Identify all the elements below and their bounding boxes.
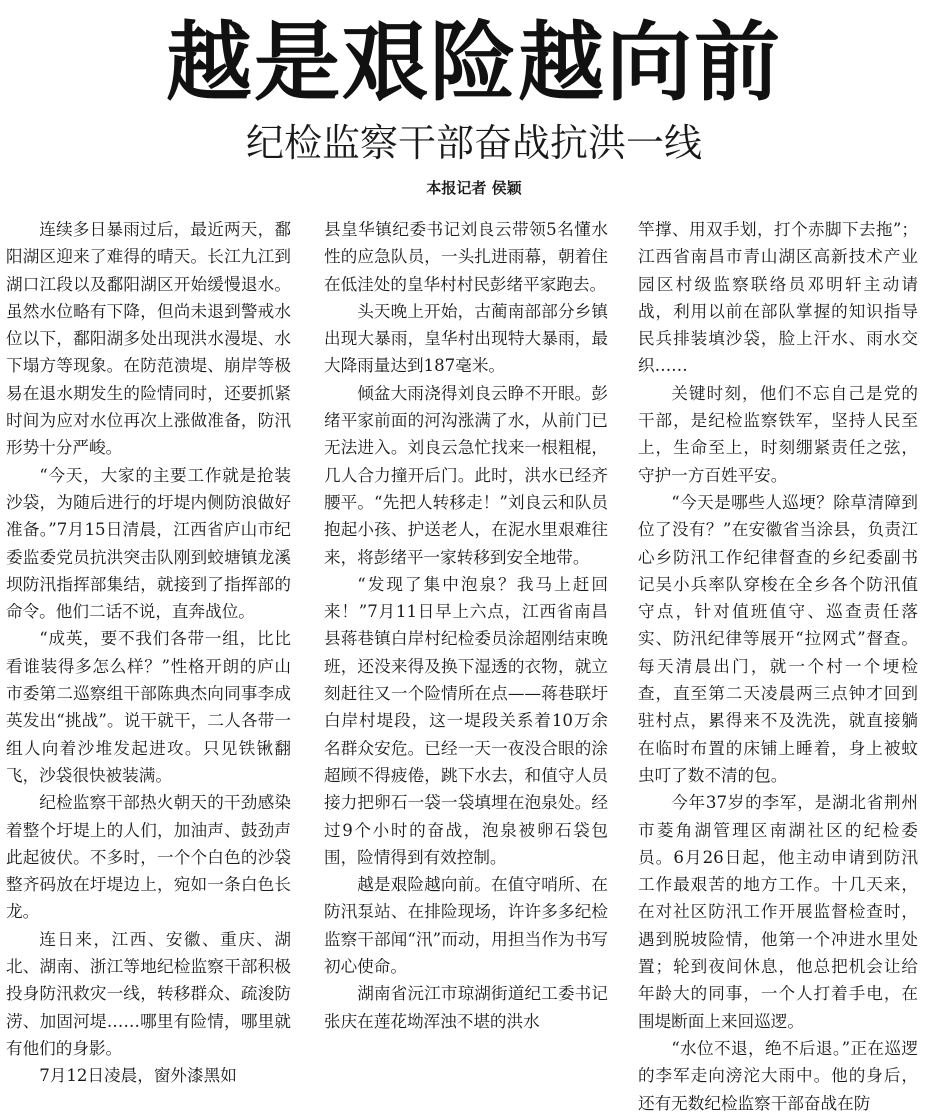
article-column-2 (324, 216, 608, 1031)
paragraph: “成英，要不我们各带一组，比比看谁装得多怎么样？”性格开朗的庐山市委第二巡察组干部陈典杰向同事李成英发出“挑战”。说干就干，二人各带一组人向着沙堆发起进攻。只见铁锹翻飞，沙袋很快被装满。 (6, 629, 291, 785)
paragraph: 连续多日暴雨过后，最近两天，鄱阳湖区迎来了难得的晴天。长江九江到湖口江段以及鄱阳湖区开始缓慢退水。虽然水位略有下降，但尚未退到警戒水位以下，鄱阳湖多处出现洪水漫堤、水下塌方等现象。在防范溃堤、崩岸等极易在退水期发生的险情同时，还要抓紧时间为应对水位再次上涨做准备，防汛形势十分严峻。 (6, 220, 291, 458)
paragraph: 倾盆大雨浇得刘良云睁不开眼。彭绪平家前面的河沟涨满了水，从前门已无法进入。刘良云急忙找来一根粗棍，几人合力撞开后门。此时，洪水已经齐腰平。“先把人转移走！”刘良云和队员抱起小孩、护送老人，在泥水里艰难往来，将彭绪平一家转移到安全地带。 (324, 383, 608, 567)
paragraph: “今天，大家的主要工作就是抢装沙袋，为随后进行的圩堤内侧防浪做好准备。”7月15日清晨，江西省庐山市纪委监委党员抗洪突击队刚到蛟塘镇龙溪坝防汛指挥部集结，就接到了指挥部的命令。他们二话不说，直奔战位。 (6, 465, 291, 622)
paragraph-continued: 县皇华镇纪委书记刘良云带领5名懂水性的应急队员，一头扎进雨幕，朝着住在低洼处的皇华村村民彭绪平家跑去。 (324, 220, 608, 294)
subheadline: 纪检监察干部奋战抗洪一线 (245, 121, 702, 165)
paragraph-continued: 竿撑、用双手划，打个赤脚下去拖”；江西省南昌市青山湖区高新技术产业园区村级监察联络员邓明轩主动请战，利用以前在部队掌握的知识指导民兵排装填沙袋，脸上汗水、雨水交织…… (638, 220, 918, 376)
paragraph: “水位不退，绝不后退。”正在巡逻的李军走向滂沱大雨中。他的身后，还有无数纪检监察干部奋战在防 (638, 1038, 918, 1113)
article-column-1 (6, 216, 291, 1086)
paragraph: 湖南省沅江市琼湖街道纪工委书记张庆在莲花坳浑浊不堪的洪水 (324, 984, 608, 1031)
paragraph: 7月12日凌晨，窗外漆黑如 (39, 1066, 237, 1086)
paragraph: 纪检监察干部热火朝天的干劲感染着整个圩堤上的人们，加油声、鼓劲声此起彼伏。不多时，一个个白色的沙袋整齐码放在圩堤边上，宛如一条白色长龙。 (6, 793, 291, 922)
headline: 越是艰险越向前 (166, 13, 782, 113)
paragraph: 头天晚上开始，古蔺南部部分乡镇出现大暴雨，皇华村出现特大暴雨，最大降雨量达到187毫米。 (324, 301, 608, 376)
paragraph: “发现了集中泡泉？我马上赶回来！”7月11日早上六点，江西省南昌县蒋巷镇白岸村纪检委员涂超刚结束晚班，还没来得及换下湿透的衣物，就立刻赶往又一个险情所在点——蒋巷联圩白岸村堤段，这一堤段关系着10万余名群众安危。已经一天一夜没合眼的涂超顾不得疲倦，跳下水去，和值守人员接力把卵石一袋一袋填埋在泡泉处。经过9个小时的奋战，泡泉被卵石袋包围，险情得到有效控制。 (324, 574, 608, 867)
paragraph: 连日来，江西、安徽、重庆、湖北、湖南、浙江等地纪检监察干部积极投身防汛救灾一线，转移群众、疏浚防涝、加固河堤……哪里有险情，哪里就有他们的身影。 (6, 929, 291, 1058)
paragraph: “今天是哪些人巡埂？除草清障到位了没有？”在安徽省当涂县，负责江心乡防汛工作纪律督查的乡纪委副书记吴小兵率队穿梭在全乡各个防汛值守点，针对值班值守、巡查责任落实、防汛纪律等展开“拉网式”督查。每天清晨出门，就一个村一个埂检查，直至第二天凌晨两三点钟才回到驻村点，累得来不及洗洗，就直接躺在临时布置的床铺上睡着，身上被蚊虫叮了数不清的包。 (638, 492, 918, 785)
article-column-3 (638, 216, 918, 1113)
paragraph: 今年37岁的李军，是湖北省荆州市菱角湖管理区南湖社区的纪检委员。6月26日起，他主动申请到防汛工作最艰苦的地方工作。十几天来，在对社区防汛工作开展监督检查时，遇到脱坡险情，他第一个冲进水里处置；轮到夜间休息，他总把机会让给年龄大的同事，一个人打着手电，在围堤断面上来回巡逻。 (638, 793, 918, 1031)
paragraph: 越是艰险越向前。在值守哨所、在防汛泵站、在排险现场，许许多多纪检监察干部闻“汛”而动，用担当作为书写初心使命。 (324, 875, 608, 977)
byline: 本报记者 侯颖 (426, 179, 522, 197)
paragraph: 关键时刻，他们不忘自己是党的干部，是纪检监察铁军，坚持人民至上，生命至上，时刻绷紧责任之弦，守护一方百姓平安。 (638, 383, 918, 485)
